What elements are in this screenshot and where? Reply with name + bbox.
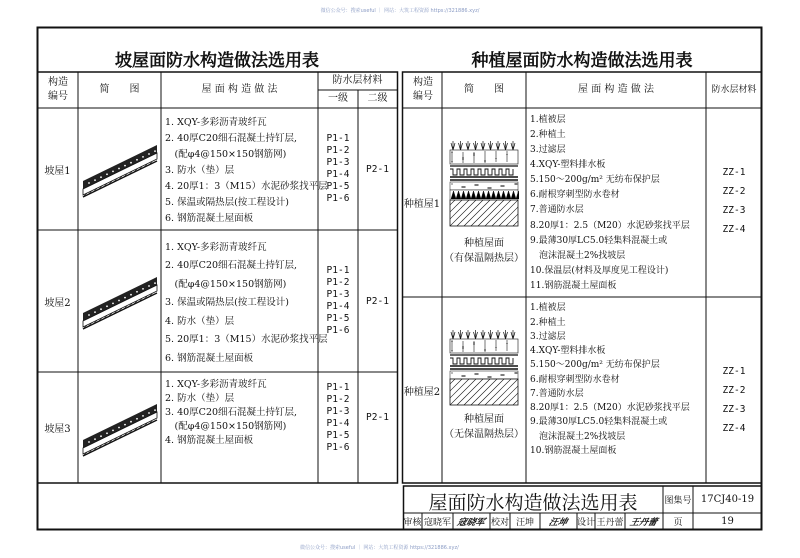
layer-item: 2.种植土: [530, 317, 566, 328]
material-code: ZZ-2: [722, 185, 746, 197]
header-diagram: 简 图: [464, 84, 504, 95]
header-diagram: 简 图: [99, 84, 140, 95]
layer-item: 9.最薄30厚LC5.0轻集料混凝土或: [530, 235, 668, 246]
grade1-materials: [318, 230, 358, 372]
layer-item: 1. XQY-多彩沥青玻纤瓦: [165, 241, 267, 253]
material-code: ZZ-3: [722, 404, 746, 415]
material-code: P1-4: [326, 301, 350, 312]
material-code: P1-3: [326, 157, 350, 168]
watermark-bottom: 微信公众号：搜索useful ｜ 网站：大筑工程资源 https://321886.xyz/: [300, 545, 459, 551]
grade2-material: P2-1: [366, 163, 389, 175]
material-code: P1-5: [326, 313, 350, 324]
material-code: ZZ-4: [722, 423, 746, 434]
row-code: 坡屋1: [44, 165, 71, 177]
layer-item: 4. 20厚1：3（M15）水泥砂浆找平层: [165, 181, 328, 192]
material-code: P1-2: [326, 145, 350, 156]
header-material: 防水层材料: [332, 75, 383, 86]
layer-item: 6.耐根穿刺型防水卷材: [530, 374, 620, 385]
material-code: P1-3: [326, 289, 350, 300]
material-code: P1-6: [326, 325, 350, 336]
caption-title: 种植屋面: [464, 238, 504, 249]
grade1-materials: [318, 372, 358, 463]
layer-item: 1. XQY-多彩沥青玻纤瓦: [165, 379, 267, 390]
watermark-top: 微信公众号：搜索useful ｜ 网站：大筑工程资源 https://321886.xyz/: [320, 8, 480, 14]
material-code: ZZ-1: [722, 366, 746, 377]
layer-item: 6. 钢筋混凝土屋面板: [165, 352, 254, 364]
page-number: 19: [721, 515, 734, 527]
layer-item: 3.过滤层: [530, 331, 566, 342]
layer-item: (配φ4@150×150钢筋网): [165, 278, 287, 290]
material-code: P1-6: [326, 193, 350, 204]
grade1-materials: [318, 108, 358, 230]
right-table-title: 种植屋面防水构造做法选用表: [471, 51, 693, 71]
material-code: P1-4: [326, 417, 350, 429]
layer-item: 11.钢筋混凝土屋面板: [530, 280, 617, 291]
diagram-caption: [442, 236, 526, 266]
layer-item: 1.植被层: [530, 303, 566, 314]
layer-item: 7.普通防水层: [530, 205, 584, 216]
waterproof-materials: [706, 108, 762, 293]
layer-item: 4.XQY-塑料排水板: [530, 346, 606, 356]
layer-item: 8.20厚1：2.5（M20）水泥砂浆找平层: [530, 220, 690, 231]
row-code: 种植屋2: [403, 386, 441, 398]
layer-item: 10.钢筋混凝土屋面板: [530, 445, 617, 456]
reviewer-signature: 寇晓军: [456, 517, 486, 528]
layer-item: 2. 40厚C20细石混凝土持钉层,: [165, 133, 298, 144]
slope-roof-diagram: [78, 372, 161, 483]
header-material: 防水层材料: [711, 85, 757, 95]
layer-item: 泡沫混凝土2%找坡层: [530, 431, 626, 442]
layer-item: 4. 钢筋混凝土屋面板: [165, 435, 254, 446]
layer-list: [526, 299, 706, 457]
layer-list: [161, 234, 328, 368]
layer-item: 3. 40厚C20细石混凝土持钉层,: [165, 407, 298, 418]
slope-roof-diagram: [78, 108, 161, 230]
caption-title: 种植屋面: [464, 414, 504, 425]
layer-item: (配φ4@150×150钢筋网): [165, 149, 287, 160]
layer-item: 1.植被层: [530, 115, 566, 126]
waterproof-materials: [706, 297, 762, 503]
layer-item: 3. 防水（垫）层: [165, 165, 235, 176]
reviewer-name: 寇晓军: [423, 517, 451, 528]
left-table-title: 坡屋面防水构造做法选用表: [115, 51, 319, 71]
layer-item: 1. XQY-多彩沥青玻纤瓦: [165, 117, 267, 128]
material-code: ZZ-2: [722, 385, 746, 396]
slope-roof-diagram: [78, 230, 161, 372]
layer-item: 3. 保温或隔热层(按工程设计): [165, 297, 289, 308]
layer-item: 4. 防水（垫）层: [165, 315, 235, 327]
header-method: 屋 面 构 造 做 法: [578, 84, 654, 95]
header-code: 构造编号: [413, 77, 433, 102]
material-code: P1-5: [326, 181, 350, 192]
layer-item: 2. 40厚C20细石混凝土持钉层,: [165, 260, 298, 271]
header-method: 屋 面 构 造 做 法: [201, 84, 278, 95]
atlas-label: 图集号: [664, 496, 692, 506]
layer-item: (配φ4@150×150钢筋网): [165, 421, 287, 432]
layer-list: [161, 376, 318, 446]
layer-item: 2.种植土: [530, 130, 566, 141]
atlas-number: 17CJ40-19: [700, 494, 755, 505]
drawing-title: 屋面防水构造做法选用表: [428, 492, 638, 514]
material-code: P1-2: [326, 277, 350, 288]
material-code: P1-3: [326, 405, 350, 417]
layer-item: 3.过滤层: [530, 145, 566, 156]
layer-item: 5. 保温或隔热层(按工程设计): [165, 197, 289, 208]
row-code: 种植屋1: [403, 199, 441, 210]
designer-signature: 王丹蕾: [628, 517, 659, 528]
material-code: P1-5: [326, 429, 350, 441]
checker-signature: 汪坤: [547, 517, 569, 528]
grade2-material: P2-1: [366, 412, 389, 423]
material-code: P1-1: [326, 265, 350, 276]
layer-item: 泡沫混凝土2%找坡层: [530, 250, 626, 261]
design-label: 设计: [577, 517, 596, 528]
layer-item: 7.普通防水层: [530, 388, 584, 399]
designer-name: 王丹蕾: [596, 517, 624, 528]
row-code: 坡屋3: [44, 424, 71, 435]
layer-item: 9.最薄30厚LC5.0轻集料混凝土或: [530, 417, 668, 428]
layer-list: [161, 112, 328, 226]
layer-item: 6. 钢筋混凝土屋面板: [165, 213, 254, 224]
header-grade2: 二级: [367, 93, 388, 104]
caption-subtitle: （有保温隔热层）: [444, 253, 524, 264]
material-code: ZZ-3: [722, 204, 746, 216]
material-code: ZZ-4: [722, 223, 746, 235]
material-code: P1-4: [326, 169, 350, 180]
header-grade1: 一级: [328, 93, 348, 104]
review-label: 审核: [403, 517, 422, 528]
layer-item: 8.20厚1：2.5（M20）水泥砂浆找平层: [530, 403, 690, 413]
layer-item: 10.保温层(材料及厚度见工程设计): [530, 265, 669, 276]
layer-item: 2. 防水（垫）层: [165, 393, 235, 404]
material-code: ZZ-1: [722, 166, 746, 178]
layer-item: 5. 20厚1：3（M15）水泥砂浆找平层: [165, 334, 328, 345]
material-code: P1-6: [326, 441, 350, 453]
material-code: P1-2: [326, 393, 350, 405]
layer-list: [526, 110, 706, 293]
checker-name: 汪坤: [515, 517, 534, 528]
page-label: 页: [673, 517, 683, 528]
caption-subtitle: （无保温隔热层）: [444, 429, 524, 440]
grade2-material: P2-1: [366, 295, 389, 307]
header-code: 构造编号: [48, 77, 68, 102]
layer-item: 4.XQY-塑料排水板: [530, 160, 606, 171]
row-code: 坡屋2: [44, 297, 71, 309]
material-code: P1-1: [326, 133, 350, 144]
layer-item: 5.150～200g/m² 无纺布保护层: [530, 175, 660, 186]
material-code: P1-1: [326, 381, 350, 393]
diagram-caption: [442, 412, 526, 442]
layer-item: 5.150～200g/m² 无纺布保护层: [530, 360, 660, 371]
check-label: 校对: [490, 517, 509, 528]
layer-item: 6.耐根穿刺型防水卷材: [530, 190, 620, 201]
